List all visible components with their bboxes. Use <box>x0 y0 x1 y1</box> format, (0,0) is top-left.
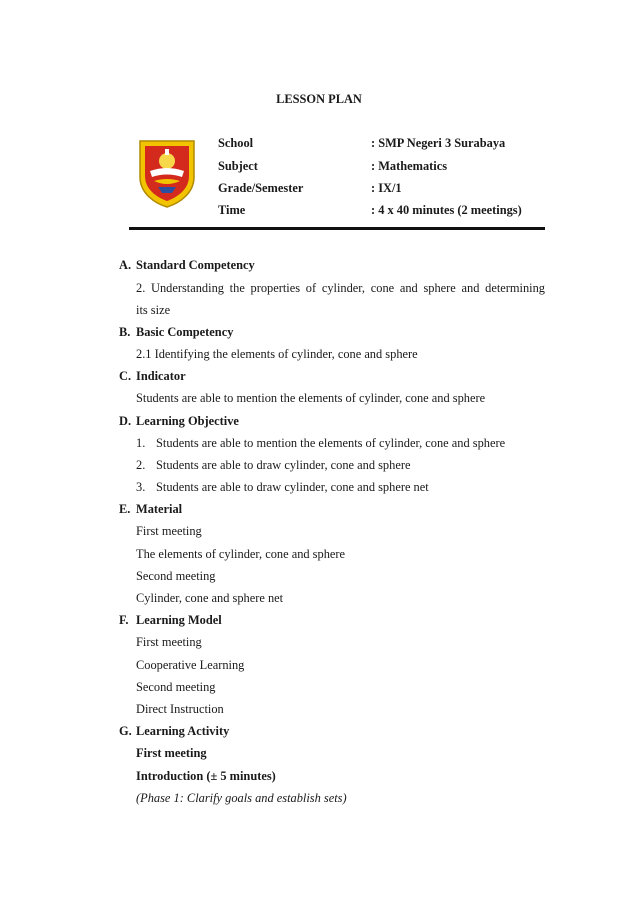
paragraph-line: First meeting <box>136 524 202 538</box>
section-letter: E. <box>119 502 131 516</box>
list-item <box>136 480 429 495</box>
paragraph-line: Cylinder, cone and sphere net <box>136 591 284 605</box>
section-letter: C. <box>119 369 132 383</box>
section-title: Material <box>136 502 183 516</box>
header-value-subject: : Mathematics <box>371 159 448 173</box>
paragraph-line: Second meeting <box>136 569 216 583</box>
header-value-time: : 4 x 40 minutes (2 meetings) <box>371 203 522 217</box>
paragraph-line: Students are able to mention the elements of cylinder, cone and sphere <box>136 391 486 405</box>
section-heading-standard-competency <box>119 258 255 273</box>
section-letter: B. <box>119 325 131 339</box>
section-letter: G. <box>119 724 132 738</box>
subheading-first-meeting: First meeting <box>136 746 207 760</box>
list-text: Students are able to draw cylinder, cone and sphere <box>156 458 411 472</box>
list-number: 1. <box>136 436 146 450</box>
page-title: LESSON PLAN <box>276 92 362 106</box>
list-text: Students are able to draw cylinder, cone and sphere net <box>156 480 429 494</box>
list-item <box>136 458 410 473</box>
phase-note: (Phase 1: Clarify goals and establish sets) <box>136 791 347 805</box>
paragraph-line: The elements of cylinder, cone and sphere <box>136 547 346 561</box>
header-value-grade: : IX/1 <box>371 181 402 195</box>
section-heading-learning-model <box>119 613 222 628</box>
paragraph-line: 2.1 Identifying the elements of cylinder, cone and sphere <box>136 347 418 361</box>
header-label-school: School <box>218 136 254 150</box>
list-number: 3. <box>136 480 146 494</box>
paragraph-line: Direct Instruction <box>136 702 224 716</box>
paragraph-line: its size <box>136 303 171 317</box>
section-letter: D. <box>119 414 132 428</box>
section-heading-indicator <box>119 369 186 384</box>
section-heading-learning-activity <box>119 724 229 739</box>
section-title: Learning Activity <box>136 724 230 738</box>
paragraph-line: First meeting <box>136 635 202 649</box>
section-title: Basic Competency <box>136 325 234 339</box>
section-heading-material <box>119 502 182 517</box>
section-title: Learning Model <box>136 613 222 627</box>
header-divider <box>129 227 545 230</box>
school-emblem-logo <box>136 137 198 209</box>
header-value-school: : SMP Negeri 3 Surabaya <box>371 136 506 150</box>
section-heading-learning-objective <box>119 414 239 429</box>
header-label-subject: Subject <box>218 159 258 173</box>
section-title: Indicator <box>136 369 186 383</box>
paragraph-line: 2. Understanding the properties of cylinder, cone and sphere and determining <box>136 281 545 295</box>
list-number: 2. <box>136 458 146 472</box>
list-text: Students are able to mention the elements of cylinder, cone and sphere <box>156 436 506 450</box>
subheading-introduction: Introduction (± 5 minutes) <box>136 769 276 783</box>
header-label-time: Time <box>218 203 246 217</box>
section-letter: F. <box>119 613 129 627</box>
section-title: Learning Objective <box>136 414 239 428</box>
list-item <box>136 436 505 451</box>
section-letter: A. <box>119 258 132 272</box>
paragraph-line: Second meeting <box>136 680 216 694</box>
paragraph-line: Cooperative Learning <box>136 658 245 672</box>
section-heading-basic-competency <box>119 325 233 340</box>
header-label-grade: Grade/Semester <box>218 181 304 195</box>
section-title: Standard Competency <box>136 258 255 272</box>
